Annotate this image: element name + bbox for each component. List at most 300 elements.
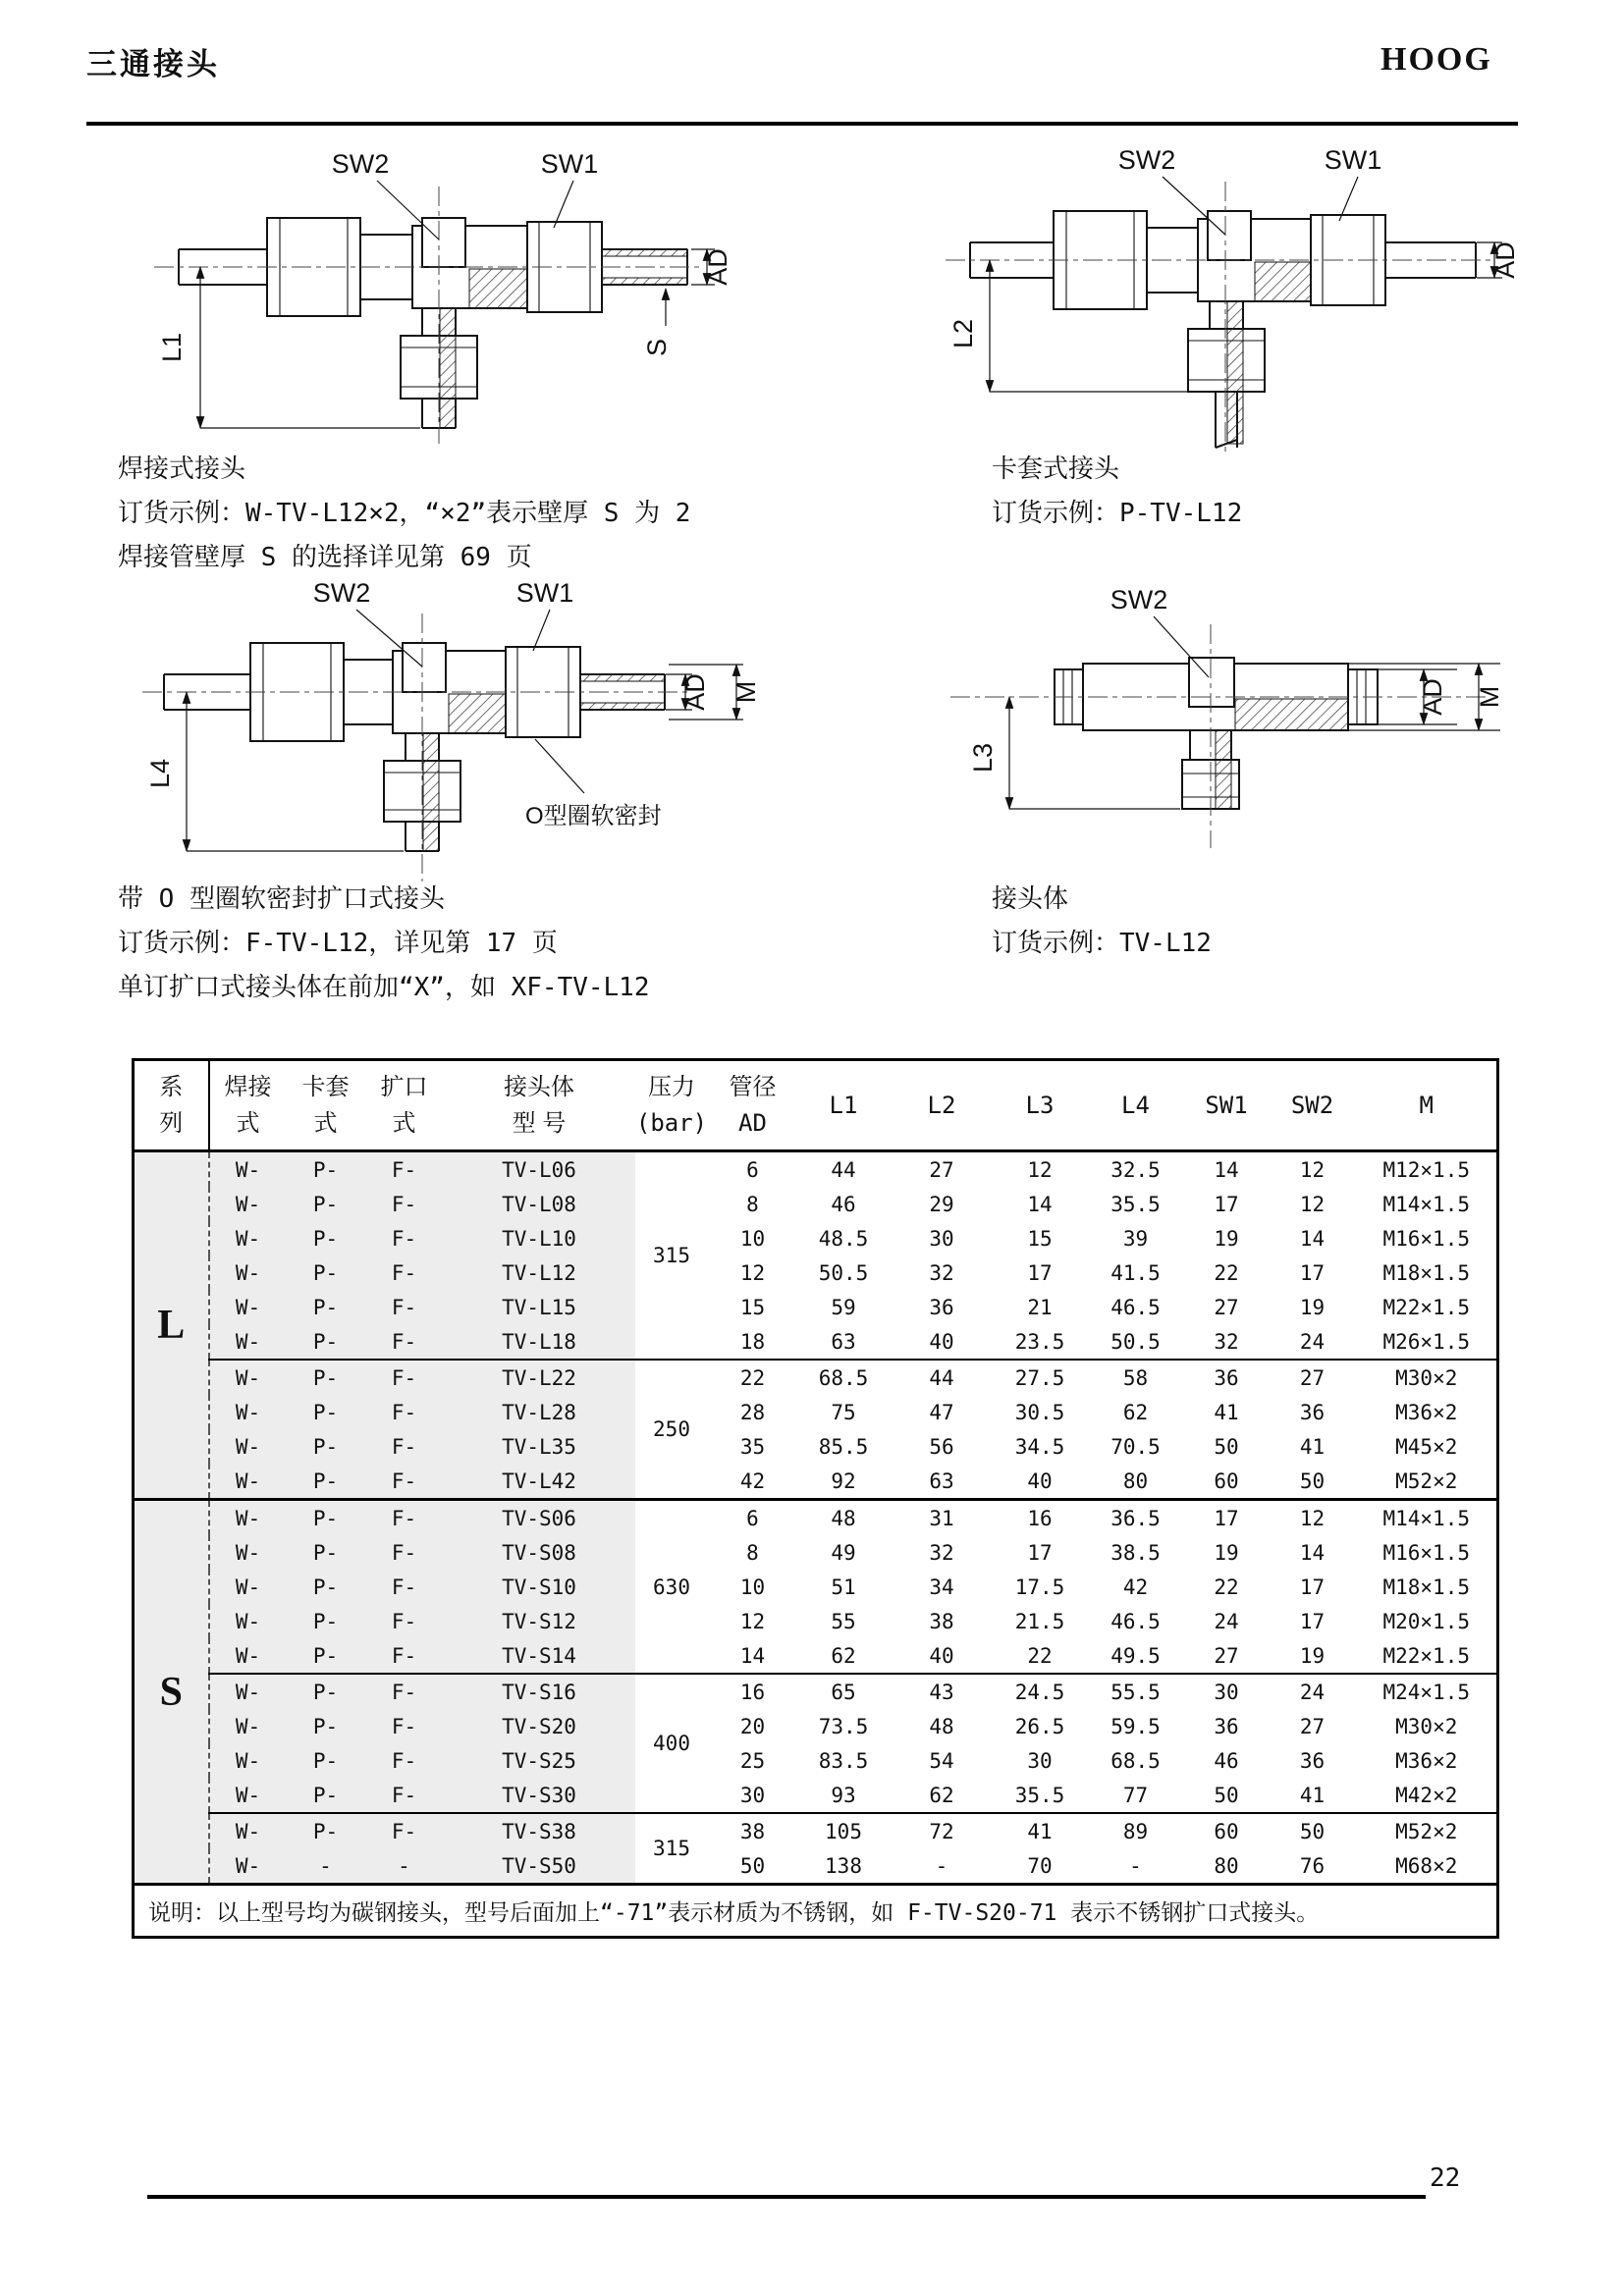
table-row (134, 1709, 1498, 1743)
table-cell: 23.5 (1014, 1329, 1065, 1354)
table-row (134, 1187, 1498, 1221)
table-cell: TV-S20 (444, 1709, 635, 1743)
table-cell: 21.5 (1014, 1609, 1065, 1633)
column-header: 卡套 式 (287, 1060, 365, 1151)
column-header: SW2 (1269, 1060, 1357, 1151)
table-cell: F- (365, 1813, 444, 1848)
table-cell: W- (209, 1638, 287, 1674)
table-cell: W- (209, 1604, 287, 1638)
table-cell: 50 (1214, 1434, 1239, 1459)
table-cell: 54 (929, 1748, 954, 1773)
table-cell: 48.5 (818, 1226, 869, 1251)
caption-line: 订货示例：F-TV-L12，详见第 17 页 (118, 929, 558, 958)
figure-welded-tee (110, 139, 738, 454)
table-cell: 59 (831, 1295, 856, 1319)
table-cell: TV-S10 (444, 1570, 635, 1604)
table-cell: W- (209, 1709, 287, 1743)
table-cell: M52×2 (1395, 1468, 1458, 1493)
caption-line: 订货示例：TV-L12 (992, 929, 1212, 958)
table-cell: 27 (1214, 1295, 1239, 1319)
table-cell: 40 (929, 1643, 954, 1668)
caption-line: 订货示例：W-TV-L12×2，“×2”表示壁厚 S 为 2 (118, 499, 691, 528)
table-cell: TV-S30 (444, 1778, 635, 1813)
table-cell: P- (287, 1290, 365, 1324)
table-cell: 46 (1214, 1748, 1239, 1773)
table-cell: W- (209, 1570, 287, 1604)
table-cell: W- (209, 1290, 287, 1324)
dim-label-s: S (642, 338, 672, 357)
table-cell: P- (287, 1187, 365, 1221)
table-cell: 72 (891, 1813, 994, 1848)
table-cell: P- (287, 1324, 365, 1360)
table-cell: 42 (739, 1468, 766, 1493)
table-cell: P- (287, 1535, 365, 1570)
dim-label-sw2: SW2 (1110, 585, 1168, 614)
table-cell: F- (365, 1674, 444, 1709)
caption-line: 带 O 型圈软密封扩口式接头 (118, 884, 445, 914)
table-cell: 36 (1299, 1748, 1326, 1773)
caption-line: 焊接式接头 (118, 454, 246, 484)
table-row (134, 1221, 1498, 1255)
table-cell: 20 (739, 1714, 766, 1738)
table-cell: F- (365, 1570, 444, 1604)
table-cell: F- (365, 1535, 444, 1570)
table-cell: 8 (746, 1192, 759, 1216)
table-cell: 36 (1299, 1400, 1326, 1424)
table-cell: P- (287, 1429, 365, 1464)
table-cell: TV-L42 (444, 1464, 635, 1500)
table-cell: M22×1.5 (1382, 1295, 1470, 1319)
table-cell: 36 (1185, 1360, 1269, 1395)
table-cell: P- (287, 1743, 365, 1778)
table-cell: P- (287, 1464, 365, 1500)
table-cell: 46.5 (1110, 1295, 1161, 1319)
table-cell: 17 (1299, 1575, 1326, 1599)
table-cell: 16 (709, 1674, 797, 1709)
table-cell: F- (365, 1429, 444, 1464)
column-header: 压力 (bar) (635, 1060, 709, 1151)
table-cell: TV-S16 (444, 1674, 635, 1709)
table-cell: W- (209, 1255, 287, 1290)
table-cell: TV-S08 (444, 1535, 635, 1570)
table-cell: 22 (1214, 1260, 1239, 1285)
table-row (134, 1743, 1498, 1778)
table-cell: 12 (739, 1260, 766, 1285)
table-cell: 14 (1027, 1192, 1053, 1216)
table-cell: W- (209, 1848, 287, 1885)
table-cell: 24.5 (994, 1674, 1087, 1709)
table-cell: 18 (739, 1329, 766, 1354)
dim-label-l1: L1 (157, 332, 187, 363)
table-row (134, 1674, 1498, 1709)
column-header: L4 (1087, 1060, 1185, 1151)
table-cell: 50 (1299, 1468, 1326, 1493)
table-cell: 14 (739, 1643, 766, 1668)
table-row (134, 1255, 1498, 1290)
table-cell: M24×1.5 (1357, 1674, 1498, 1709)
table-cell: W- (209, 1360, 287, 1395)
header-rule (86, 122, 1518, 126)
column-header: 系 列 (134, 1060, 209, 1151)
oring-annotation: O型圈软密封 (525, 803, 662, 829)
table-cell: F- (365, 1255, 444, 1290)
column-header: 扩口 式 (365, 1060, 444, 1151)
table-cell: 27 (1269, 1360, 1357, 1395)
table-cell: TV-S06 (444, 1500, 635, 1536)
table-cell: 44 (891, 1360, 994, 1395)
table-cell: P- (287, 1778, 365, 1813)
table-cell: 39 (1122, 1226, 1149, 1251)
table-cell: M14×1.5 (1382, 1192, 1470, 1216)
spec-table (132, 1058, 1499, 1939)
table-cell: 38 (709, 1813, 797, 1848)
table-cell: P- (287, 1674, 365, 1709)
table-cell: 15 (739, 1295, 766, 1319)
table-cell: M36×2 (1395, 1748, 1458, 1773)
table-cell: 30 (1185, 1674, 1269, 1709)
table-cell: 73.5 (818, 1714, 869, 1738)
table-cell: M42×2 (1395, 1783, 1458, 1807)
table-cell: 92 (831, 1468, 856, 1493)
series-label: L (134, 1151, 209, 1500)
table-cell: 30 (1027, 1748, 1053, 1773)
table-cell: 93 (831, 1783, 856, 1807)
column-header: 焊接 式 (209, 1060, 287, 1151)
table-cell: - (935, 1853, 948, 1878)
dim-label-sw2: SW2 (331, 149, 390, 179)
table-cell: 12 (739, 1609, 766, 1633)
table-cell: F- (365, 1638, 444, 1674)
pressure-cell: 400 (635, 1674, 709, 1813)
table-cell: 24 (1214, 1609, 1239, 1633)
table-cell: 36.5 (1087, 1500, 1185, 1536)
caption-ferrule (992, 448, 1242, 536)
table-cell: TV-S38 (444, 1813, 635, 1848)
table-cell: 55.5 (1087, 1674, 1185, 1709)
table-cell: F- (365, 1221, 444, 1255)
table-cell: 44 (831, 1157, 856, 1182)
table-cell: F- (365, 1187, 444, 1221)
table-cell: 105 (797, 1813, 891, 1848)
table-cell: TV-L15 (444, 1290, 635, 1324)
table-cell: 35.5 (1110, 1192, 1161, 1216)
table-cell: P- (287, 1570, 365, 1604)
table-cell: 6 (709, 1500, 797, 1536)
table-cell: 22 (1214, 1575, 1239, 1599)
table-cell: 48 (929, 1714, 954, 1738)
table-cell: 19 (1299, 1295, 1326, 1319)
table-cell: M36×2 (1395, 1400, 1458, 1424)
table-cell: 68.5 (797, 1360, 891, 1395)
table-row (134, 1395, 1498, 1429)
table-cell: W- (209, 1535, 287, 1570)
pressure-cell: 315 (635, 1813, 709, 1885)
table-row (134, 1151, 1498, 1188)
table-cell: 21 (1027, 1295, 1053, 1319)
table-cell: 32 (1214, 1329, 1239, 1354)
header-row (134, 1060, 1498, 1151)
table-cell: 80 (1122, 1468, 1149, 1493)
table-cell: 41 (994, 1813, 1087, 1848)
spec-table-wrapper (132, 1058, 1496, 1939)
table-cell: M22×1.5 (1382, 1643, 1470, 1668)
table-row (134, 1464, 1498, 1500)
table-row (134, 1290, 1498, 1324)
table-cell: 10 (739, 1575, 766, 1599)
table-cell: 12 (1299, 1192, 1326, 1216)
table-cell: 63 (831, 1329, 856, 1354)
table-cell: 76 (1299, 1853, 1326, 1878)
table-cell: 30 (739, 1783, 766, 1807)
table-cell: P- (287, 1709, 365, 1743)
table-cell: 12 (1027, 1157, 1053, 1182)
table-cell: P- (287, 1151, 365, 1188)
column-header: 接头体 型 号 (444, 1060, 635, 1151)
table-cell: 12 (1269, 1500, 1357, 1536)
table-cell: M14×1.5 (1357, 1500, 1498, 1536)
table-cell: 50.5 (818, 1260, 869, 1285)
dim-label-sw1: SW1 (515, 578, 574, 608)
table-cell: 138 (825, 1853, 862, 1878)
table-cell: TV-L35 (444, 1429, 635, 1464)
table-cell: 80 (1214, 1853, 1239, 1878)
table-cell: 35.5 (1014, 1783, 1065, 1807)
table-cell: 65 (797, 1674, 891, 1709)
table-cell: P- (287, 1638, 365, 1674)
table-cell: 17 (1185, 1500, 1269, 1536)
table-cell: W- (209, 1324, 287, 1360)
table-cell: 19 (1299, 1643, 1326, 1668)
table-cell: 14 (1214, 1157, 1239, 1182)
table-cell: TV-S12 (444, 1604, 635, 1638)
pressure-cell: 630 (635, 1500, 709, 1675)
dim-label-ad: AD (680, 673, 710, 711)
table-cell: F- (365, 1743, 444, 1778)
table-cell: P- (287, 1604, 365, 1638)
table-cell: 19 (1214, 1226, 1239, 1251)
table-cell: 70.5 (1110, 1434, 1161, 1459)
table-cell: 58 (1087, 1360, 1185, 1395)
table-cell: F- (365, 1464, 444, 1500)
table-cell: 17 (1027, 1260, 1053, 1285)
table-cell: M12×1.5 (1382, 1157, 1470, 1182)
series-label: S (134, 1500, 209, 1885)
table-cell: 46 (831, 1192, 856, 1216)
table-cell: 55 (831, 1609, 856, 1633)
table-row (134, 1500, 1498, 1536)
table-cell: 60 (1214, 1468, 1239, 1493)
table-cell: 50 (1214, 1783, 1239, 1807)
table-cell: W- (209, 1500, 287, 1536)
table-cell: 15 (1027, 1226, 1053, 1251)
table-cell: W- (209, 1778, 287, 1813)
table-cell: P- (287, 1221, 365, 1255)
table-cell: 19 (1214, 1540, 1239, 1565)
table-cell: F- (365, 1604, 444, 1638)
caption-body (992, 878, 1212, 966)
table-cell: 27.5 (994, 1360, 1087, 1395)
table-cell: 60 (1185, 1813, 1269, 1848)
table-cell: P- (287, 1360, 365, 1395)
table-cell: 22 (1027, 1643, 1053, 1668)
caption-line: 卡套式接头 (992, 454, 1120, 484)
column-header: L1 (797, 1060, 891, 1151)
table-cell: 85.5 (818, 1434, 869, 1459)
caption-flared (118, 878, 650, 1010)
table-cell: 77 (1122, 1783, 1149, 1807)
table-cell: 29 (929, 1192, 954, 1216)
table-cell: 27 (1214, 1643, 1239, 1668)
table-cell: 22 (709, 1360, 797, 1395)
table-row (134, 1638, 1498, 1674)
table-cell: 50 (1269, 1813, 1357, 1848)
dim-label-l3: L3 (968, 742, 998, 774)
table-row (134, 1604, 1498, 1638)
table-cell: TV-L12 (444, 1255, 635, 1290)
table-cell: F- (365, 1500, 444, 1536)
table-cell: 41 (1299, 1434, 1326, 1459)
figure-flared-tee (103, 572, 771, 901)
table-cell: P- (287, 1500, 365, 1536)
table-cell: 6 (746, 1157, 759, 1182)
table-cell: M30×2 (1395, 1714, 1458, 1738)
table-cell: TV-L08 (444, 1187, 635, 1221)
table-cell: 43 (891, 1674, 994, 1709)
table-cell: 30.5 (1014, 1400, 1065, 1424)
dim-label-ad: AD (703, 248, 732, 286)
table-cell: 27 (1299, 1714, 1326, 1738)
figure-ferrule-tee (901, 137, 1530, 461)
table-cell: 34.5 (1014, 1434, 1065, 1459)
page-number: 22 (1430, 2163, 1461, 2193)
table-cell: 28 (739, 1400, 766, 1424)
dim-label-sw2: SW2 (1117, 145, 1176, 175)
table-cell: 63 (929, 1468, 954, 1493)
table-cell: F- (365, 1709, 444, 1743)
table-cell: 59.5 (1110, 1714, 1161, 1738)
pressure-cell: 250 (635, 1360, 709, 1500)
table-cell: 41 (1299, 1783, 1326, 1807)
table-cell: 70 (1027, 1853, 1053, 1878)
table-cell: 62 (1122, 1400, 1149, 1424)
table-cell: 16 (994, 1500, 1087, 1536)
dim-label-ad: AD (1490, 241, 1520, 279)
column-header: L3 (994, 1060, 1087, 1151)
table-cell: 24 (1269, 1674, 1357, 1709)
table-cell: 12 (1299, 1157, 1326, 1182)
table-cell: - (1129, 1853, 1142, 1878)
table-cell: F- (365, 1360, 444, 1395)
table-row (134, 1778, 1498, 1813)
table-cell: TV-S14 (444, 1638, 635, 1674)
table-note: 说明：以上型号均为碳钢接头，型号后面加上“-71”表示材质为不锈钢，如 F-TV-S20-71 表示不锈钢扩口式接头。 (134, 1885, 1498, 1938)
table-cell: 41 (1214, 1400, 1239, 1424)
table-cell: - (287, 1848, 365, 1885)
dim-label-m: M (731, 680, 761, 704)
dim-label-sw1: SW1 (1324, 145, 1382, 175)
table-cell: W- (209, 1429, 287, 1464)
table-cell: 89 (1087, 1813, 1185, 1848)
table-cell: TV-S25 (444, 1743, 635, 1778)
table-cell: TV-L10 (444, 1221, 635, 1255)
column-header: 管径 AD (709, 1060, 797, 1151)
table-cell: M68×2 (1395, 1853, 1458, 1878)
table-row (134, 1324, 1498, 1360)
table-row (134, 1570, 1498, 1604)
table-cell: F- (365, 1324, 444, 1360)
dim-label-l4: L4 (145, 758, 175, 789)
table-cell: W- (209, 1151, 287, 1188)
table-cell: F- (365, 1778, 444, 1813)
table-cell: M30×2 (1357, 1360, 1498, 1395)
figure-fitting-body (911, 581, 1520, 876)
dim-label-sw1: SW1 (540, 149, 599, 179)
table-cell: TV-L22 (444, 1360, 635, 1395)
table-cell: 50 (739, 1853, 766, 1878)
table-cell: M45×2 (1395, 1434, 1458, 1459)
table-cell: 36 (929, 1295, 954, 1319)
table-cell: 62 (929, 1783, 954, 1807)
table-cell: M18×1.5 (1382, 1575, 1470, 1599)
table-cell: 75 (831, 1400, 856, 1424)
table-cell: 17.5 (1014, 1575, 1065, 1599)
table-cell: - (365, 1848, 444, 1885)
table-cell: 10 (739, 1226, 766, 1251)
table-cell: 17 (1299, 1609, 1326, 1633)
table-cell: 68.5 (1110, 1748, 1161, 1773)
table-cell: M20×1.5 (1382, 1609, 1470, 1633)
table-cell: 34 (929, 1575, 954, 1599)
table-cell: 50.5 (1110, 1329, 1161, 1354)
table-cell: 14 (1299, 1540, 1326, 1565)
caption-line: 焊接管壁厚 S 的选择详见第 69 页 (118, 543, 532, 572)
table-cell: 42 (1122, 1575, 1149, 1599)
table-cell: P- (287, 1395, 365, 1429)
table-cell: W- (209, 1187, 287, 1221)
table-cell: F- (365, 1395, 444, 1429)
table-cell: 83.5 (818, 1748, 869, 1773)
column-header: SW1 (1185, 1060, 1269, 1151)
table-cell: W- (209, 1743, 287, 1778)
column-header: L2 (891, 1060, 994, 1151)
table-cell: 8 (746, 1540, 759, 1565)
table-cell: 25 (739, 1748, 766, 1773)
table-cell: 47 (929, 1400, 954, 1424)
table-cell: 38 (929, 1609, 954, 1633)
caption-line: 接头体 (992, 884, 1069, 914)
table-cell: 49 (831, 1540, 856, 1565)
dim-label-l2: L2 (948, 318, 978, 349)
table-cell: 56 (929, 1434, 954, 1459)
table-cell: 26.5 (1014, 1714, 1065, 1738)
table-cell: 48 (797, 1500, 891, 1536)
table-cell: 30 (929, 1226, 954, 1251)
table-cell: 32 (929, 1540, 954, 1565)
table-cell: P- (287, 1813, 365, 1848)
caption-welded (118, 448, 690, 580)
table-row (134, 1848, 1498, 1885)
table-row (134, 1535, 1498, 1570)
table-row (134, 1360, 1498, 1395)
dim-label-m: M (1475, 685, 1504, 709)
table-cell: 17 (1299, 1260, 1326, 1285)
column-header: M (1357, 1060, 1498, 1151)
table-cell: 41.5 (1110, 1260, 1161, 1285)
pressure-cell: 315 (653, 1244, 690, 1267)
page-title: 三通接头 (86, 47, 220, 81)
table-cell: W- (209, 1464, 287, 1500)
brand-logo: HOOG (1380, 41, 1492, 78)
